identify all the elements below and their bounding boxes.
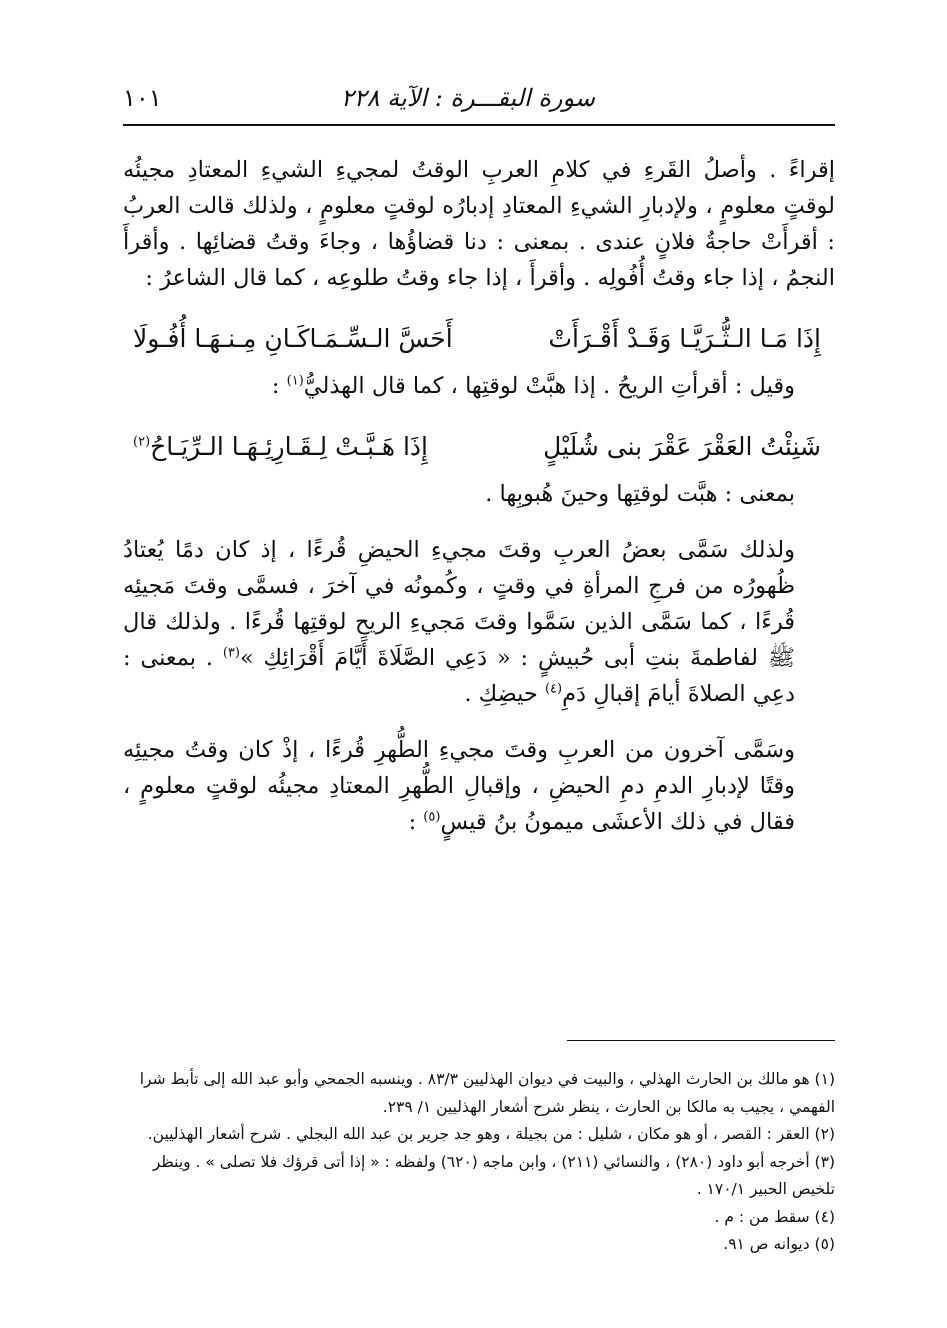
verse-2-first-hemistich: شَنِئْتُ العَقْرَ عَقْرَ بنى شُلَيْلٍ [543, 432, 821, 461]
paragraph-5-end: : [408, 809, 424, 835]
verse-2-second-hemistich [133, 432, 428, 461]
page-number: ١٠١ [123, 84, 162, 112]
footnote-ref-4[interactable]: (٤) [544, 681, 563, 697]
verse-1-second-hemistich: أَحَسَّ الـسِّـمَـاكَـانِ مِـنـهَـا أُفُـولَا [133, 324, 453, 353]
paragraph-3: بمعنى : هبَّت لوقتِها وحينَ هُبوبِها . [485, 481, 795, 507]
footnotes [123, 1066, 835, 1259]
main-text [123, 152, 835, 840]
paragraph-4-middle: . بمعنى : دعِي الصلاةَ أيامَ إقبالِ دَمِ [123, 645, 795, 707]
footnote-2: (٢) العقر : القصر ، أو هو مكان ، شليل : من بجيلة ، وهو جد جرير بن عبد الله البجلي . شرح أشعار الهذليين. [147, 1125, 835, 1143]
footnote-ref-2[interactable]: (٢) [133, 434, 151, 450]
paragraph-2-text: وقيل : أقرأتِ الريحُ . إذا هبَّتْ لوقتِها ، كما قال الهذليُّ [303, 373, 795, 399]
verse-2 [123, 424, 835, 476]
verse-1-first-hemistich: إِذَا مَـا الـثُّـرَيَّـا وَقَـدْ أَقْـرَأَتْ [548, 324, 821, 353]
verse-2-second-hemistich-text: إِذَا هَـبَّـتْ لِـقَـارِئِـهَـا الـرِّيَـاحُ [150, 432, 428, 461]
paragraph-4-end: حيضِكِ . [464, 681, 545, 707]
paragraph-5-text: وسَمَّى آخرون من العربِ وقتَ مجيءِ الطُّهرِ قُرءًا ، إذْ كان وقتُ مجيئِه وقتًا لإدبارِ الدمِ دمِ الحيضِ ، وإقبالِ الطُّهرِ المعتادِ مجيئُه لوقتٍ معلومٍ ، فقال في ذلك الأعشَى ميمونُ بنُ قيسٍ [123, 737, 795, 835]
footnote-ref-3[interactable]: (٣) [222, 645, 240, 661]
header-rule [123, 124, 835, 126]
footnote-ref-1[interactable]: (١) [286, 373, 304, 389]
footnote-5: (٥) ديوانه ص ٩١. [723, 1235, 835, 1253]
running-title: سورة البقـــرة : الآية ٢٢٨ [340, 84, 595, 112]
paragraph-1: إقراءً . وأصلُ القَرءِ في كلامِ العربِ الوقتُ لمجيءِ الشيءِ المعتادِ مجيئُه لوقتٍ معلومٍ ، ولإدبارِ الشيءِ المعتادِ إدبارُه لوقتٍ معلومٍ ، ولذلك قالت العربُ : أقرأَتْ حاجةُ فلانٍ عندى . بمعنى : دنا قضاؤُها ، وجاءَ وقتُ قضائِها . وأقرأَ النجمُ ، إذا جاء وقتُ أُفُولِه . وأقرأَ ، إذا جاء وقتُ طلوعِه ، كما قال الشاعرُ : [123, 157, 835, 291]
verse-1 [123, 316, 835, 368]
paragraph-2-end: : [271, 373, 287, 399]
paragraph-4-text: ولذلك سَمَّى بعضُ العربِ وقتَ مجيءِ الحيضِ قُرءًا ، إذ كان دمًا يُعتادُ ظُهورُه من فرجِ المرأةِ في وقتٍ ، وكُمونُه في آخرَ ، فسمَّى وقتَ مَجيئِه قُرءًا ، كما سَمَّى الذين سَمَّوا وقتَ مَجيءِ الريحِ لوقتِها قُرءًا . ولذلك قال ﷺ لفاطمةَ بنتِ أبى حُبيشٍ : « دَعِي الصَّلَاةَ أَيَّامَ أَقْرَائِكِ » [123, 537, 796, 671]
footnote-4: (٤) سقط من : م . [714, 1207, 835, 1226]
footnote-ref-5[interactable]: (٥) [423, 809, 441, 825]
footnote-1: (١) هو مالك بن الحارث الهذلي ، والبيت في ديوان الهذليين ٨٣/٣ . وينسبه الجمحي وأبو عبد الله إلى تأبط شرا الفهمي ، يجيب به مالكا بن الحارث ، ينظر شرح أشعار الهذليين ١/ ٢٣٩. [139, 1070, 835, 1116]
footnote-separator [567, 1040, 835, 1041]
page-header [123, 78, 835, 122]
footnote-3: (٣) أخرجه أبو داود (٢٨٠) ، والنسائي (٢١١) ، وابن ماجه (٦٢٠) ولفظه : « إذا أتى قرؤك فلا تصلى » . وينظر تلخيص الحبير ١٧٠/١ . [152, 1152, 835, 1198]
paragraph-2 [123, 368, 835, 404]
paragraph-5 [123, 732, 835, 840]
paragraph-4 [123, 532, 835, 712]
